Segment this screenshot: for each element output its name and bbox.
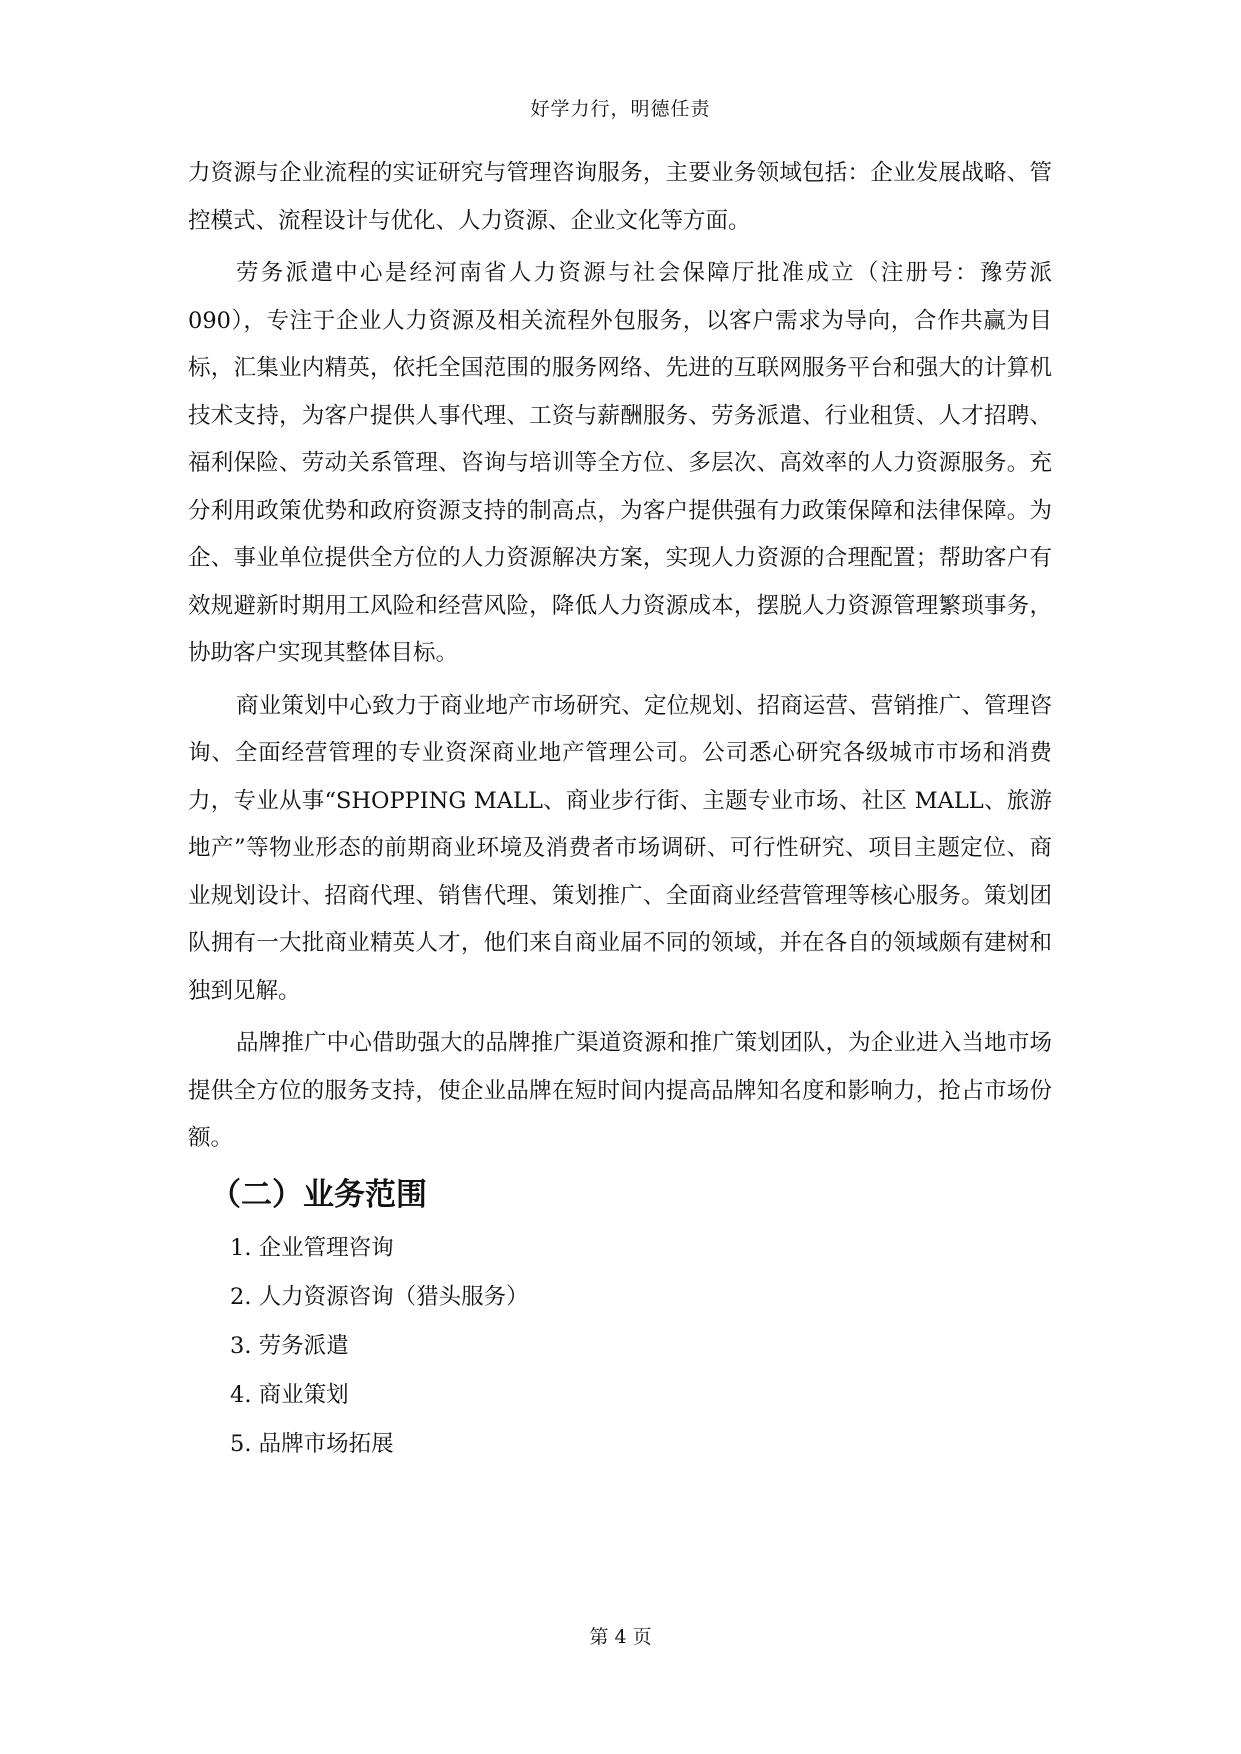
page-header-motto: 好学力行，明德任责 bbox=[530, 98, 711, 120]
business-scope-list bbox=[188, 1224, 1052, 1469]
list-item: 2. 人力资源咨询（猎头服务） bbox=[230, 1283, 529, 1310]
list-item: 5. 品牌市场拓展 bbox=[230, 1430, 394, 1457]
paragraph-brand-promotion: 品牌推广中心借助强大的品牌推广渠道资源和推广策划团队，为企业进入当地市场提供全方位的服务支持，使企业品牌在短时间内提高品牌知名度和影响力，抢占市场份额。 bbox=[188, 1030, 1052, 1151]
paragraph-labor-dispatch: 劳务派遣中心是经河南省人力资源与社会保障厅批准成立（注册号：豫劳派090），专注于企业人力资源及相关流程外包服务，以客户需求为导向，合作共赢为目标，汇集业内精英，依托全国范围的服务网络、先进的互联网服务平台和强大的计算机技术支持，为客户提供人事代理、工资与薪酬服务、劳务派遣、行业租赁、人才招聘、福利保险、劳动关系管理、咨询与培训等全方位、多层次、高效率的人力资源服务。充分利用政策优势和政府资源支持的制高点，为客户提供强有力政策保障和法律保障。为企、事业单位提供全方位的人力资源解决方案，实现人力资源的合理配置；帮助客户有效规避新时期用工风险和经营风险，降低人力资源成本，摆脱人力资源管理繁琐事务，协助客户实现其整体目标。 bbox=[188, 260, 1052, 666]
paragraph-consulting-continued: 力资源与企业流程的实证研究与管理咨询服务，主要业务领域包括：企业发展战略、管控模式、流程设计与优化、人力资源、企业文化等方面。 bbox=[188, 160, 1052, 234]
paragraph-commercial-planning: 商业策划中心致力于商业地产市场研究、定位规划、招商运营、营销推广、管理咨询、全面经营管理的专业资深商业地产管理公司。公司悉心研究各级城市市场和消费力，专业从事“SHOPPING MALL、商业步行街、主题专业市场、社区 MALL、旅游地产”等物业形态的前期商业环境及消费者市场调研、可行性研究、项目主题定位、商业规划设计、招商代理、销售代理、策划推广、全面商业经营管理等核心服务。策划团队拥有一大批商业精英人才，他们来自商业届不同的领域，并在各自的领域颇有建树和独到见解。 bbox=[188, 692, 1052, 1004]
page-number: 第 4 页 bbox=[589, 1626, 652, 1648]
section-title: （二）业务范围 bbox=[210, 1176, 427, 1213]
page-body bbox=[188, 150, 1052, 1469]
list-item: 1. 企业管理咨询 bbox=[230, 1234, 394, 1261]
list-item: 3. 劳务派遣 bbox=[230, 1332, 349, 1359]
list-item: 4. 商业策划 bbox=[230, 1381, 349, 1408]
